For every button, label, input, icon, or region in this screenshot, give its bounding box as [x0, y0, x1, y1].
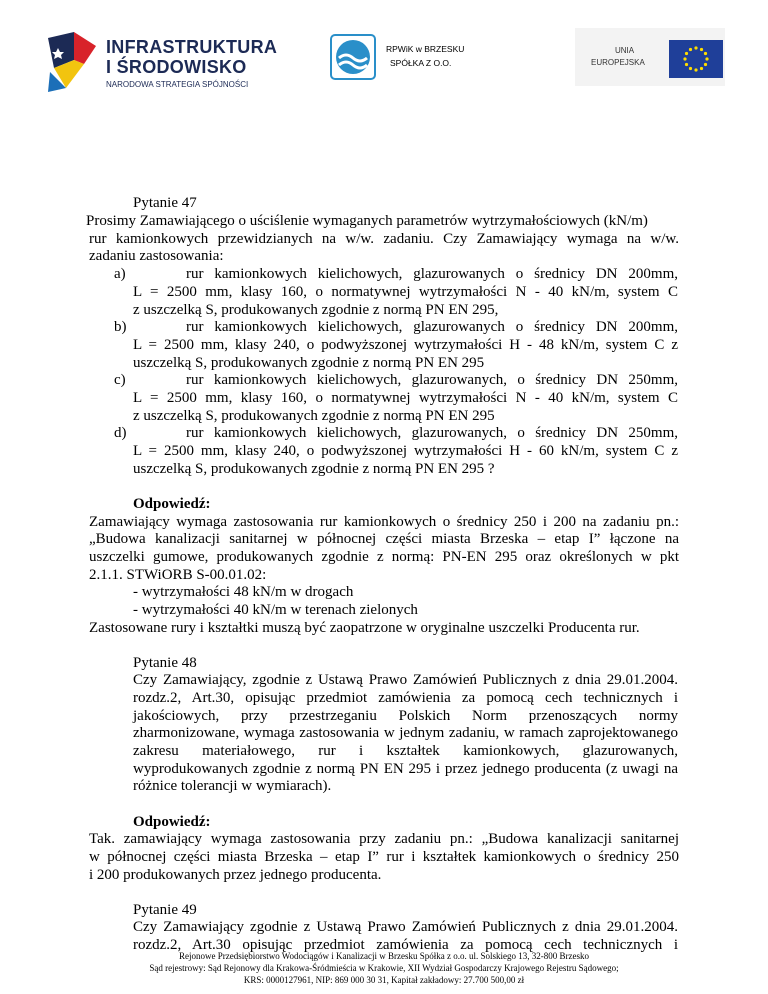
footer-registry: KRS: 0000127961, NIP: 869 000 30 31, Kapitał zakładowy: 27.700 500,00 zł	[243, 975, 525, 985]
option-line: L = 2500 mm, klasy 160, o normatywnej wytrzymałości N - 40 kN/m, system C	[133, 284, 678, 300]
footer-company: Rejonowe Przedsiębiorstwo Wodociągów i Kanalizacji w Brzesku Spółka z o.o. ul. Solskiego 13, 32-800 Brzesko	[178, 951, 590, 961]
question-49-line: Czy Zamawiający zgodnie z Ustawą Prawo Zamówień Publicznych z dnia 29.01.2004.	[133, 919, 678, 935]
question-47-intro-line: zadaniu zastosowania:	[89, 248, 224, 264]
answer-47-title: Odpowiedź:	[133, 496, 211, 512]
logo-title-line1: INFRASTRUKTURA	[106, 37, 278, 57]
question-48-title: Pytanie 48	[133, 655, 197, 671]
option-line: rur kamionkowych kielichowych, glazurowanych, o średnicy DN 250mm,	[186, 372, 678, 388]
answer-48-title: Odpowiedź:	[133, 814, 211, 830]
answer-48-line: Tak. zamawiający wymaga zastosowania przy zadaniu pn.: „Budowa kanalizacji sanitarnej	[89, 831, 679, 847]
answer-47-line: „Budowa kanalizacji sanitarnej w północnej części miasta Brzeska – etap I” łączone na	[89, 531, 679, 547]
option-line: rur kamionkowych kielichowych, glazurowanych, o średnicy DN 250mm,	[186, 425, 678, 441]
logo-subtitle: NARODOWA STRATEGIA SPÓJNOŚCI	[106, 80, 249, 89]
eu-label-line2: EUROPEJSKA	[591, 58, 645, 67]
rpwik-name: RPWiK w BRZESKU	[386, 44, 465, 54]
question-48-line: wyprodukowanych zgodnie z normą PN EN 295 i przez jednego producenta (z uwagi na	[133, 761, 678, 777]
answer-47-line: 2.1.1. STWiORB S-00.01.02:	[89, 567, 267, 583]
question-48-line: zakresu materiałowego, rur i kształtek kamionkowych, glazurowanych,	[133, 743, 678, 759]
option-line: uszczelką S, produkowanych zgodnie z normą PN EN 295	[133, 355, 485, 371]
question-49-line: rozdz.2, Art.30 opisując przedmiot zamówienia za pomocą cech technicznych i	[133, 937, 678, 953]
answer-47-line: uszczelki gumowe, produkowanych zgodnie z normą: PN-EN 295 oraz określonych w pkt	[89, 549, 679, 565]
question-47-title: Pytanie 47	[133, 195, 197, 211]
question-47-intro-line: rur kamionkowych przewidzianych na w/w. zadaniu. Czy Zamawiający wymaga na w/w.	[89, 231, 679, 247]
option-line: z uszczelką S, produkowanych zgodnie z normą PN EN 295	[133, 408, 495, 424]
question-48-line: zharmonizowane, wymaga zastosowania w jednym zadaniu, w ramach zaprojektowanego	[133, 725, 678, 741]
question-48-line: jakościowych, przy przestrzeganiu Polskich Norm przenoszących normy	[133, 708, 678, 724]
answer-47-line: Zamawiający wymaga zastosowania rur kamionkowych o średnicy 250 i 200 na zadaniu pn.:	[89, 514, 679, 530]
rpwik-legal-form: SPÓŁKA Z O.O.	[390, 58, 452, 68]
footer-court: Sąd rejestrowy: Sąd Rejonowy dla Krakowa-Śródmieścia w Krakowie, XII Wydział Gospodarczy Krajowego Rejestru Sądowego;	[149, 963, 619, 973]
option-line: rur kamionkowych kielichowych, glazurowanych o średnicy DN 200mm,	[186, 266, 678, 282]
answer-47-line: - wytrzymałości 48 kN/m w drogach	[133, 584, 354, 600]
eu-label-line1: UNIA	[615, 46, 635, 55]
option-line: L = 2500 mm, klasy 240, o podwyższonej wytrzymałości H - 48 kN/m, system C z	[133, 337, 678, 353]
question-47-intro-line: Prosimy Zamawiającego o uściślenie wymaganych parametrów wytrzymałościowych (kN/m)	[86, 213, 648, 229]
option-line: L = 2500 mm, klasy 160, o normatywnej wytrzymałości N - 40 kN/m, system C	[133, 390, 678, 406]
logo-title-line2: I ŚRODOWISKO	[106, 57, 247, 77]
option-label: a)	[114, 266, 126, 282]
answer-47-line: Zastosowane rury i kształtki muszą być zaopatrzone w oryginalne uszczelki Producenta rur.	[89, 620, 640, 636]
question-48-line: rozdz.2, Art.30, opisując przedmiot zamówienia za pomocą cech technicznych i	[133, 690, 678, 706]
question-48-line: Czy Zamawiający, zgodnie z Ustawą Prawo Zamówień Publicznych z dnia 29.01.2004.	[133, 672, 678, 688]
answer-48-line: i 200 produkowanych przez jednego producenta.	[89, 867, 382, 883]
answer-47-line: - wytrzymałości 40 kN/m w terenach zielonych	[133, 602, 418, 618]
option-line: uszczelką S, produkowanych zgodnie z normą PN EN 295 ?	[133, 461, 495, 477]
option-line: L = 2500 mm, klasy 240, o podwyższonej wytrzymałości H - 60 kN/m, system C z	[133, 443, 678, 459]
question-48-line: różnice tolerancji w wymiarach).	[133, 778, 332, 794]
question-49-title: Pytanie 49	[133, 902, 197, 918]
answer-48-line: w północnej części miasta Brzeska – etap I” rur i kształtek kamionkowych o średnicy 250	[89, 849, 679, 865]
option-label: c)	[114, 372, 126, 388]
option-label: b)	[114, 319, 127, 335]
option-line: z uszczelką S, produkowanych zgodnie z normą PN EN 295,	[133, 302, 499, 318]
option-label: d)	[114, 425, 127, 441]
option-line: rur kamionkowych kielichowych, glazurowanych o średnicy DN 200mm,	[186, 319, 678, 335]
